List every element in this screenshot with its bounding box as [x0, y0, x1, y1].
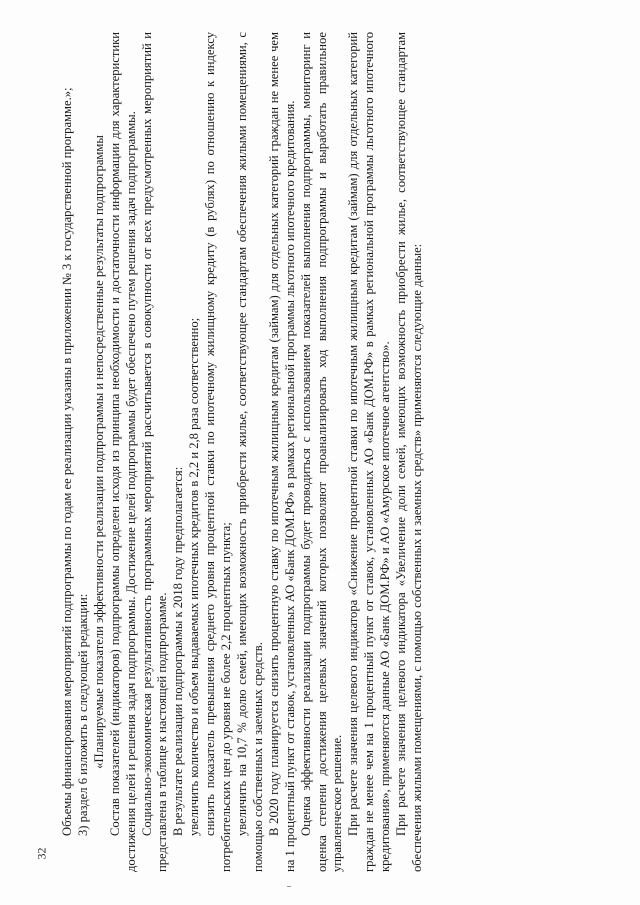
page-number: 32 [34, 847, 49, 860]
list-item: увеличить на 10,7 % долю семей, имеющих возможность приобрести жилье, соответствующее стандартам обеспечения жилыми помещениями, с помощью собственных и заемных средств. [234, 32, 265, 872]
list-item: увеличить количество и объем выдаваемых ипотечных кредитов в 2,2 и 2,8 раза соответственно; [187, 317, 202, 836]
scan-artifact [287, 886, 291, 887]
paragraph-expected-results: В результате реализации подпрограммы к 2018 году предполагается: [171, 466, 186, 836]
paragraph-2020-plan: В 2020 году планируется снизить процентную ставку по ипотечным жилищным кредитам (займам) для отдельных категорий граждан не менее чем на 1 процентный пункт от ставок, установленных АО «Банк ДОМ.РФ» в рамках региональной программы льготного ипотечного кредитования. [266, 32, 297, 872]
rotated-text-block [60, 32, 580, 872]
paragraph-indicators: Состав показателей (индикаторов) подпрограммы определен исходя из принципа необходимости и достаточности информации для характеристики достижения целей и решения задач подпрограммы. Достижение целей подпрограммы будет обеспечено путем решения задач подпрограммы. [107, 32, 138, 872]
paragraph-section-6: 3) раздел 6 изложить в следующей редакции: [75, 593, 90, 836]
paragraph-share-indicator: При расчете значения целевого индикатора «Увеличение доли семей, имеющих возможность приобрести жилье, соответствующее стандартам обеспечения жилыми помещениями, с помощью собственных и заемных средств» применяются следующие данные: [394, 32, 424, 872]
paragraph-monitoring: Оценка эффективности реализации подпрограммы будет проводиться с использованием показателей выполнения подпрограммы, мониторинг и оценка степени достижения целевых значений которых позволяют проанализировать ход выполнения подпрограммы и выработать правильное управленческое решение. [298, 32, 345, 872]
list-item: снизить показатель превышения среднего уровня процентной ставки по ипотечному жилищному кредиту (в рублях) по отношению к индексу потребительских цен до уровня не более 2,2 процентных пункта; [203, 32, 234, 872]
paragraph-financing: Объемы финансирования мероприятий подпрограммы по годам ее реализации указаны в приложении № 3 к государственной программе.»; [60, 87, 74, 836]
paragraph-effectiveness: Социально-экономическая результативность программных мероприятий рассчитывается в совокупности от всех предусмотренных мероприятий и представлена в таблице к настоящей подпрограмме. [139, 32, 170, 872]
paragraph-rate-indicator: При расчете значения целевого индикатора «Снижение процентной ставки по ипотечным жилищным кредитам (займам) для отдельных категорий граждан не менее чем на 1 процентный пункт от ставок, установленных АО «Банк ДОМ.РФ» в рамках региональной программы льготного ипотечного кредитования», применяются данные АО «Банк ДОМ.РФ» и АО «Амурское ипотечное агентство». [346, 32, 393, 872]
section-heading: «Планируемые показатели эффективности реализации подпрограммы и непосредственные результаты подпрограммы [91, 135, 106, 769]
